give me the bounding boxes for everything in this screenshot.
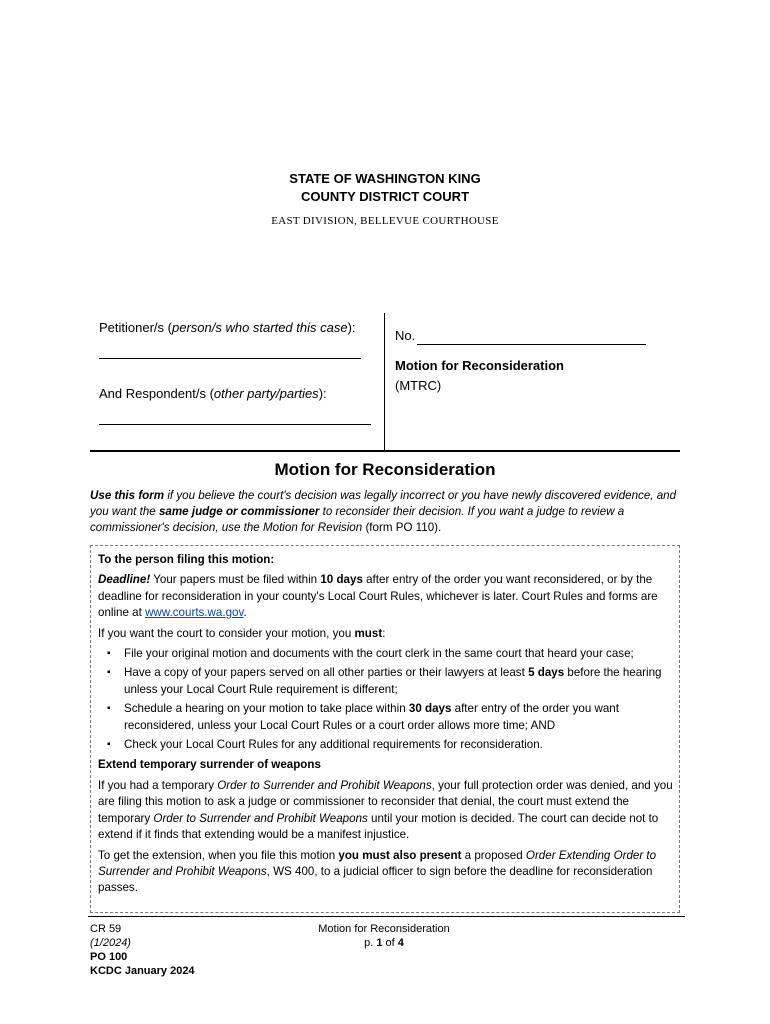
case-number-field[interactable] xyxy=(417,344,646,345)
footer-title: Motion for Reconsideration xyxy=(318,923,450,935)
footer-form-info xyxy=(90,922,195,978)
court-title-line1: STATE OF WASHINGTON KING xyxy=(289,171,481,186)
caption-motion-title: Motion for Reconsideration xyxy=(395,358,564,373)
list-item: ▪ File your original motion and documents with the court clerk in the same court that heard your case; xyxy=(124,646,676,662)
list-item: ▪ Have a copy of your papers served on all other parties or their lawyers at least 5 days before the hearing unless your Local Court Rule requirement is different; xyxy=(124,665,676,698)
court-title-line2: COUNTY DISTRICT COURT xyxy=(300,189,470,204)
list-item: ▪ Schedule a hearing on your motion to take place within 30 days after entry of the order you want reconsidered, unless your Local Court Rules or a court order allows more time; AND xyxy=(124,701,676,734)
caption-bottom-rule xyxy=(90,450,680,452)
petitioner-label: Petitioner/s (person/s who started this case): xyxy=(99,320,356,335)
court-division: EAST DIVISION, BELLEVUE COURTHOUSE xyxy=(271,215,499,227)
respondent-label: And Respondent/s (other party/parties): xyxy=(99,386,327,401)
weapons-paragraph-1: If you had a temporary Order to Surrender and Prohibit Weapons, your full protection order was denied, and you are filing this motion to ask a judge or commissioner to reconsider that denial, the court must extend the temporary Order to Surrender and Prohibit Weapons until your motion is decided. The court can decide not to extend if it finds that extending would be a manifest injustice. xyxy=(98,778,673,842)
instructions-heading: To the person filing this motion: xyxy=(98,553,275,566)
caption-vertical-divider xyxy=(384,313,385,451)
must-paragraph: If you want the court to consider your motion, you must: xyxy=(98,626,386,640)
footer-kcdc: KCDC January 2024 xyxy=(90,965,195,977)
petitioner-name-field[interactable] xyxy=(99,358,361,359)
respondent-name-field[interactable] xyxy=(99,424,371,425)
footer-page-info xyxy=(284,922,484,950)
court-title xyxy=(0,170,770,206)
footer-rule xyxy=(88,916,685,917)
intro-paragraph: Use this form if you believe the court's decision was legally incorrect or you have newly discovered evidence, and you want the same judge or commissioner to reconsider their decision. If you want a judge to review a commissioner's decision, use the Motion for Revision (form PO 110). xyxy=(90,489,677,534)
page-number: p. 1 of 4 xyxy=(364,937,404,949)
footer-po: PO 100 xyxy=(90,951,128,963)
courts-website-link[interactable]: www.courts.wa.gov xyxy=(145,606,244,620)
weapons-heading: Extend temporary surrender of weapons xyxy=(98,758,321,772)
instructions-box xyxy=(90,545,680,913)
list-item: ▪ Check your Local Court Rules for any additional requirements for reconsideration. xyxy=(124,737,676,753)
caption-motion-code: (MTRC) xyxy=(395,378,442,393)
document-title: Motion for Reconsideration xyxy=(274,460,496,479)
footer-date: (1/2024) xyxy=(90,937,131,949)
case-number-label: No. xyxy=(395,328,416,343)
weapons-paragraph-2: To get the extension, when you file this motion you must also present a proposed Order Extending Order to Surrender and Prohibit Weapons, WS 400, to a judicial officer to sign before the deadline for reconsideration passes. xyxy=(98,848,657,895)
requirements-list xyxy=(98,646,676,753)
deadline-paragraph: Deadline! Your papers must be filed within 10 days after entry of the order you want reconsidered, or by the deadline for reconsideration in your county's Local Court Rules, whichever is later. Court Rules and forms are online at www.courts.wa.gov. xyxy=(98,573,658,620)
footer-form-code: CR 59 xyxy=(90,923,122,935)
